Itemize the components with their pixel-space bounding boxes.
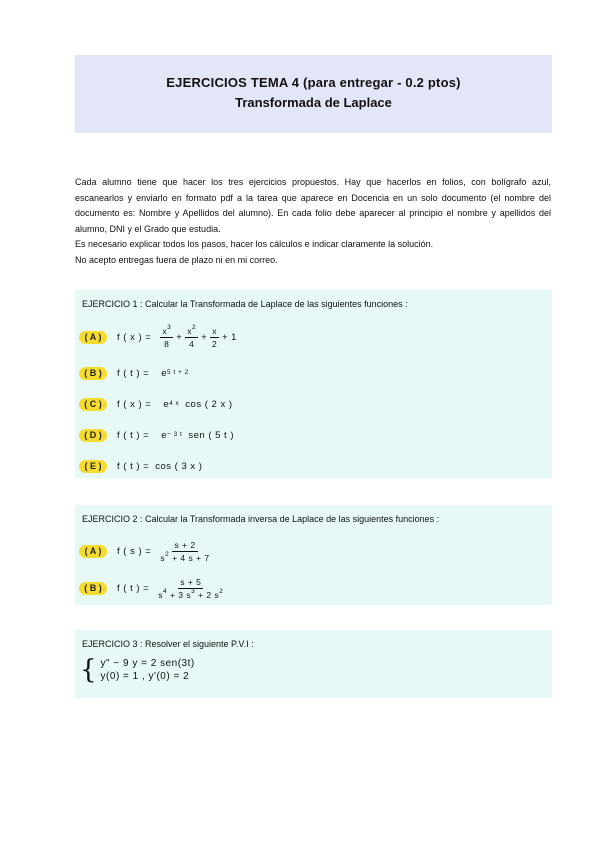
plus-sign: + [201,331,208,343]
exp-base: e [163,398,170,410]
exponent: 2 [192,323,197,331]
header-subtitle: Transformada de Laplace [235,95,392,110]
instructions [75,175,551,269]
numerator: x [162,325,168,336]
brace-symbol: { [80,655,97,685]
exercise-1-item-a [79,323,237,349]
fraction [160,540,209,563]
exercise-2-item-b [79,576,226,600]
document-header [75,55,552,133]
fraction [185,323,198,349]
exp-base: e [161,429,168,441]
formula-lhs: f ( x ) = [117,398,152,410]
numerator: s + 5 [180,576,202,587]
ivp-conditions: y(0) = 1 , y'(0) = 2 [100,671,190,682]
instructions-paragraph-3: No acepto entregas fuera de plazo ni en mi correo. [75,254,278,265]
ivp-equation: y" − 9 y = 2 sen(3t) [100,658,195,669]
item-badge: ( B ) [79,582,107,595]
plus-sign: + [176,331,183,343]
exercise-3-box [75,630,552,698]
formula-lhs: f ( x ) = [117,331,152,343]
fraction [158,577,223,600]
formula-tail: + 1 [221,331,237,343]
exercise-1-item-e [79,458,202,474]
exercise-3-title: EJERCICIO 3 : Resolver el siguiente P.V.I : [82,639,254,649]
formula-rhs: cos ( 3 x ) [155,460,203,472]
formula [117,323,237,349]
instructions-paragraph-2: Es necesario explicar todos los pasos, hacer los cálculos e indicar claramente la solución. [75,239,434,250]
formula-lhs: f ( t ) = [117,582,150,594]
formula: f ( x ) = e 4 x cos ( 2 x ) [117,398,233,410]
item-badge: ( B ) [79,367,107,380]
formula-tail: sen ( 5 t ) [188,429,234,441]
denominator: 2 [211,338,218,349]
item-badge: ( C ) [79,398,107,411]
formula-lhs: f ( t ) = [117,367,150,379]
item-badge: ( A ) [79,331,107,344]
formula [117,540,213,563]
fraction [210,326,219,349]
formula-lhs: f ( t ) = [117,460,150,472]
numerator: x [212,325,217,336]
exercise-1-item-c [79,396,233,412]
exercise-2-item-a [79,539,213,563]
denominator: $s^4 + 3$ $s^3 + 2$ $s^2$ [158,587,224,600]
formula-tail: cos ( 2 x ) [185,398,233,410]
ivp-system [80,657,195,683]
exercise-2-box [75,505,552,605]
formula-lhs: f ( t ) = [117,429,150,441]
exercise-1-item-d [79,427,234,443]
exercise-1-title: EJERCICIO 1 : Calcular la Transformada de Laplace de las siguientes funciones : [82,299,408,309]
formula: f ( t ) = e − 3 t sen ( 5 t ) [117,429,234,441]
exercise-2-title: EJERCICIO 2 : Calcular la Transformada inversa de Laplace de las siguientes funciones : [82,514,440,524]
numerator: x [187,325,193,336]
instructions-paragraph-1: Cada alumno tiene que hacer los tres ejercicios propuestos. Hay que hacerlos en folios, con bolígrafo azul, escanearlos y enviarlo en formato pdf a la tarea que aparece en Docencia en un solo documento (el nombre del documento es: Nombre y Apellidos del alumno). En cada folio debe aparecer al principio el nombre y apellidos del alumno, DNI y el Grado que estudia. [75,177,551,234]
numerator: s + 2 [174,539,196,550]
item-badge: ( E ) [79,460,107,473]
formula [117,577,226,600]
fraction [160,323,173,349]
exercise-1-item-b [79,365,189,381]
item-badge: ( D ) [79,429,107,442]
exercise-1-box [75,290,552,478]
denominator: $s^2 + 4$ s + 7 [160,550,210,563]
formula: f ( t ) = e 5 t + 2 [117,367,189,379]
formula [117,461,202,472]
item-badge: ( A ) [79,545,107,558]
exponent: 3 [167,323,172,331]
denominator: 4 [189,338,195,349]
formula-lhs: f ( s ) = [117,545,152,557]
denominator: 8 [164,338,170,349]
exp-base: e [161,367,168,379]
header-title: EJERCICIOS TEMA 4 (para entregar - 0.2 ptos) [166,75,461,90]
